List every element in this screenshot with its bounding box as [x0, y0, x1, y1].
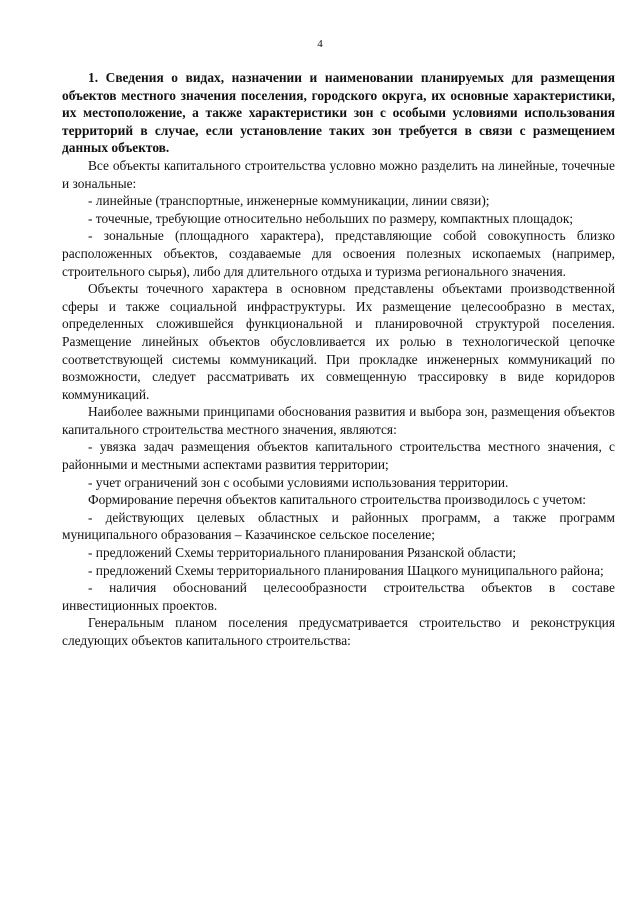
page-number: 4 — [317, 38, 323, 50]
document-body — [62, 69, 615, 650]
list-item: - предложений Схемы территориального планирования Рязанской области; — [88, 545, 517, 561]
list-item: - предложений Схемы территориального планирования Шацкого муниципального района; — [88, 562, 604, 578]
list-item: - действующих целевых областных и районных программ, а также программ муниципального образования – Казачинское сельское поселение; — [62, 509, 615, 543]
paragraph: Наиболее важными принципами обоснования развития и выбора зон, размещения объектов капитального строительства местного значения, являются: — [62, 404, 615, 437]
paragraph: Формирование перечня объектов капитального строительства производилось с учетом: — [88, 492, 587, 508]
section-heading: 1. Сведения о видах, назначении и наименовании планируемых для размещения объектов местного значения поселения, городского округа, их основные характеристики, их местоположение, а также характеристики зон с особыми условиями использования территорий в случае, если установление таких зон требуется в связи с размещением данных объектов. — [62, 70, 615, 156]
paragraph: Объекты точечного характера в основном представлены объектами производственной сферы и также социальной инфраструктуры. Их размещение целесообразно в местах, определенных сложившейся функциональной и планировочной структурой поселения. Размещение линейных объектов обусловливается их ролью в технологической цепочке соответствующей системы коммуникаций. При прокладке инженерных коммуникаций по возможности, следует рассматривать их совмещенную трассировку в виде коридоров коммуникаций. — [62, 281, 615, 402]
list-item: - учет ограничений зон с особыми условиями использования территории. — [88, 474, 509, 490]
list-item: - линейные (транспортные, инженерные коммуникации, линии связи); — [88, 193, 490, 209]
list-item: - наличия обоснований целесообразности строительства объектов в составе инвестиционных проектов. — [62, 580, 615, 613]
list-item: - точечные, требующие относительно небольших по размеру, компактных площадок; — [88, 210, 574, 226]
list-item: - увязка задач размещения объектов капитального строительства местного значения, с районными и местными аспектами развития территории; — [62, 439, 615, 473]
paragraph: Генеральным планом поселения предусматривается строительство и реконструкция следующих объектов капитального строительства: — [62, 615, 615, 648]
paragraph: Все объекты капитального строительства условно можно разделить на линейные, точечные и зональные: — [62, 157, 615, 191]
list-item: - зональные (площадного характера), представляющие собой совокупность близко расположенных объектов, создаваемые для освоения полезных ископаемых (например, строительного сырья), либо для длительного отдыха и туризма регионального значения. — [62, 228, 615, 279]
